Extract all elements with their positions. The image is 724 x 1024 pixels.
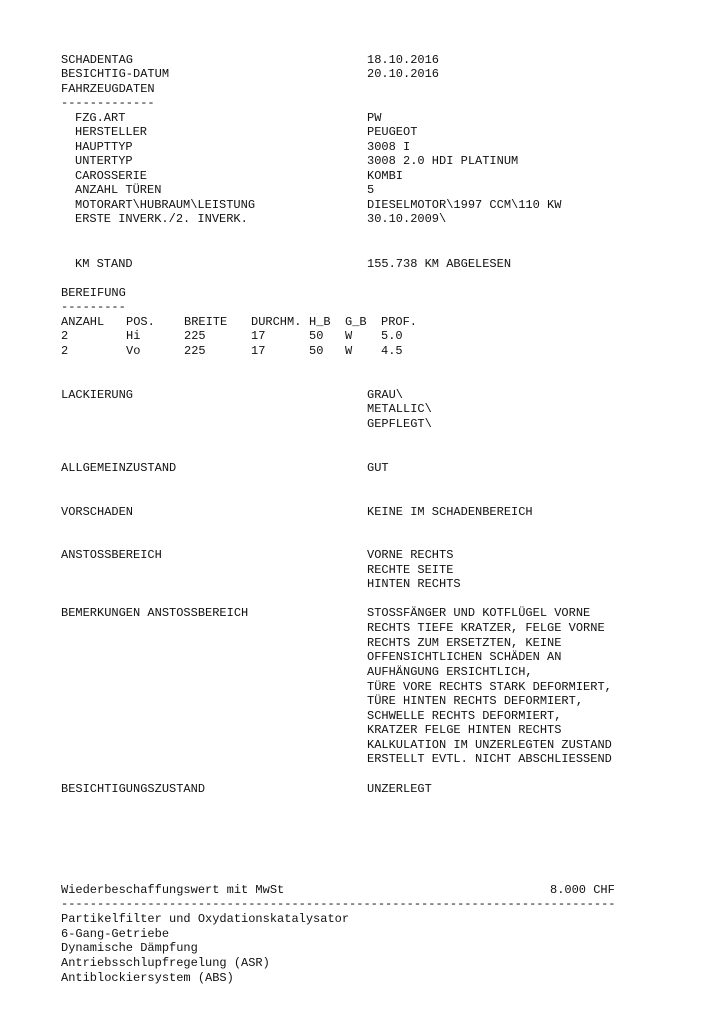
ausstattung-item: 6-Gang-Getriebe	[61, 927, 170, 941]
tire-header-gb: G_B	[345, 315, 367, 329]
tire-cell: 2	[61, 344, 69, 358]
tire-cell: W	[345, 329, 353, 343]
bemerkungen-line: TÜRE HINTEN RECHTS DEFORMIERT,	[367, 694, 584, 708]
anstossbereich-line: HINTEN RECHTS	[367, 577, 461, 591]
lackierung-label: LACKIERUNG	[61, 388, 134, 402]
anstossbereich-line: VORNE RECHTS	[367, 548, 454, 562]
allgemeinzustand-value: GUT	[367, 461, 389, 475]
wiederbeschaffungswert-value: 8.000 CHF	[550, 883, 615, 897]
ausstattung-item: Antiblockiersystem (ABS)	[61, 971, 234, 985]
fahrzeug-value: 30.10.2009\	[367, 212, 447, 226]
anstossbereich-line: RECHTE SEITE	[367, 563, 454, 577]
schadentag-value: 18.10.2016	[367, 53, 440, 67]
bemerkungen-line: STOSSFÄNGER UND KOTFLÜGEL VORNE	[367, 606, 591, 620]
lackierung-line: GRAU\	[367, 388, 404, 402]
tire-cell: 4.5	[381, 344, 403, 358]
tire-cell: 2	[61, 329, 69, 343]
bemerkungen-line: AUFHÄNGUNG ERSICHTLICH,	[367, 665, 533, 679]
fahrzeug-label: UNTERTYP	[75, 154, 133, 168]
fahrzeug-label: ERSTE INVERK./2. INVERK.	[75, 212, 248, 226]
fahrzeug-label: FZG.ART	[75, 111, 126, 125]
ausstattung-item: Antriebsschlupfregelung (ASR)	[61, 956, 270, 970]
fahrzeug-label: HERSTELLER	[75, 125, 148, 139]
km-stand-label: KM STAND	[75, 257, 133, 271]
tire-cell: 225	[184, 344, 206, 358]
tire-header-durchm: DURCHM.	[251, 315, 302, 329]
bemerkungen-line: TÜRE VORE RECHTS STARK DEFORMIERT,	[367, 680, 612, 694]
vorschaden-value: KEINE IM SCHADENBEREICH	[367, 505, 533, 519]
bemerkungen-line: ERSTELLT EVTL. NICHT ABSCHLIESSEND	[367, 752, 612, 766]
bemerkungen-line: KALKULATION IM UNZERLEGTEN ZUSTAND	[367, 738, 612, 752]
fahrzeug-label: CAROSSERIE	[75, 169, 148, 183]
tire-header-hb: H_B	[309, 315, 331, 329]
fahrzeug-value: 3008 I	[367, 140, 411, 154]
tire-cell: 17	[251, 344, 266, 358]
ausstattung-item: Partikelfilter und Oxydationskatalysator	[61, 912, 350, 926]
bemerkungen-line: KRATZER FELGE HINTEN RECHTS	[367, 723, 562, 737]
bemerkungen-label: BEMERKUNGEN ANSTOSSBEREICH	[61, 606, 249, 620]
tire-cell: 225	[184, 329, 206, 343]
fahrzeug-label: ANZAHL TÜREN	[75, 183, 162, 197]
besichtigungszustand-value: UNZERLEGT	[367, 782, 432, 796]
fahrzeug-value: 5	[367, 183, 375, 197]
tire-cell: Hi	[126, 329, 141, 343]
vorschaden-label: VORSCHADEN	[61, 505, 134, 519]
fahrzeug-label: MOTORART\HUBRAUM\LEISTUNG	[75, 198, 256, 212]
schadentag-label: SCHADENTAG	[61, 53, 134, 67]
fahrzeug-value: 3008 2.0 HDI PLATINUM	[367, 154, 519, 168]
tire-cell: Vo	[126, 344, 141, 358]
besichtig-datum-label: BESICHTIG-DATUM	[61, 67, 170, 81]
tire-cell: 17	[251, 329, 266, 343]
besichtig-datum-value: 20.10.2016	[367, 67, 440, 81]
fahrzeug-value: PW	[367, 111, 382, 125]
tire-header-breite: BREITE	[184, 315, 228, 329]
tire-header-anzahl: ANZAHL	[61, 315, 105, 329]
lackierung-line: METALLIC\	[367, 402, 432, 416]
fahrzeugdaten-rule: -------------	[61, 96, 155, 110]
km-stand-value: 155.738 KM ABGELESEN	[367, 257, 512, 271]
bemerkungen-line: OFFENSICHTLICHEN SCHÄDEN AN	[367, 650, 562, 664]
tire-header-prof: PROF.	[381, 315, 418, 329]
anstossbereich-label: ANSTOSSBEREICH	[61, 548, 162, 562]
bemerkungen-line: RECHTS TIEFE KRATZER, FELGE VORNE	[367, 621, 605, 635]
wiederbeschaffungswert-rule: -----------------------------------------------------------------------------	[61, 897, 616, 911]
allgemeinzustand-label: ALLGEMEINZUSTAND	[61, 461, 177, 475]
fahrzeug-value: PEUGEOT	[367, 125, 418, 139]
tire-cell: 5.0	[381, 329, 403, 343]
lackierung-line: GEPFLEGT\	[367, 417, 432, 431]
bereifung-heading: BEREIFUNG	[61, 286, 126, 300]
bereifung-rule: ---------	[61, 300, 126, 314]
ausstattung-item: Dynamische Dämpfung	[61, 941, 198, 955]
fahrzeug-value: KOMBI	[367, 169, 404, 183]
bemerkungen-line: RECHTS ZUM ERSETZTEN, KEINE	[367, 636, 562, 650]
besichtigungszustand-label: BESICHTIGUNGSZUSTAND	[61, 782, 206, 796]
fahrzeug-label: HAUPTTYP	[75, 140, 133, 154]
tire-cell: 50	[309, 329, 324, 343]
tire-cell: W	[345, 344, 353, 358]
tire-cell: 50	[309, 344, 324, 358]
fahrzeugdaten-heading: FAHRZEUGDATEN	[61, 82, 155, 96]
fahrzeug-value: DIESELMOTOR\1997 CCM\110 KW	[367, 198, 562, 212]
tire-header-pos: POS.	[126, 315, 155, 329]
wiederbeschaffungswert-label: Wiederbeschaffungswert mit MwSt	[61, 883, 285, 897]
bemerkungen-line: SCHWELLE RECHTS DEFORMIERT,	[367, 709, 562, 723]
